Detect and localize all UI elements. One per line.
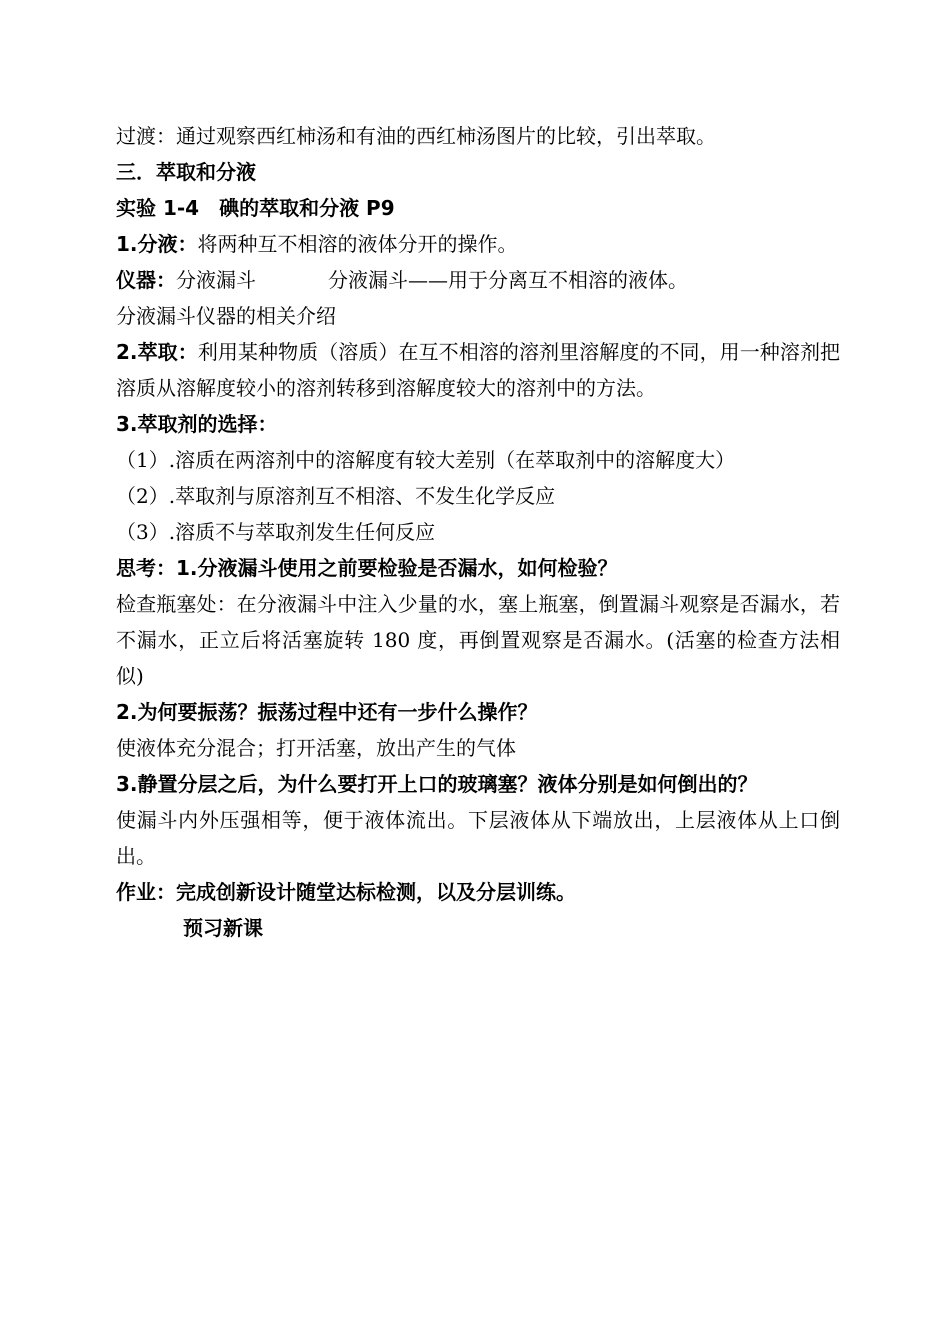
homework-line: 作业：完成创新设计随堂达标检测，以及分层训练。 (116, 880, 576, 904)
instrument-line (116, 262, 840, 298)
document-body (116, 118, 840, 946)
separation-label: 1.分液： (116, 232, 198, 256)
instrument-name: 分液漏斗 (176, 268, 256, 292)
think-question-3: 3.静置分层之后，为什么要打开上口的玻璃塞？液体分别是如何倒出的？ (116, 772, 758, 796)
think-answer-3: 使漏斗内外压强相等，便于液体流出。下层液体从下端放出，上层液体从上口倒出。 (116, 808, 840, 868)
section-title: 三．萃取和分液 (116, 160, 256, 184)
extraction-label: 2.萃取： (116, 340, 198, 364)
think-question-1: 思考：1.分液漏斗使用之前要检验是否漏水，如何检验？ (116, 556, 618, 580)
extraction-definition (116, 334, 840, 406)
extractant-rule: （2）.萃取剂与原溶剂互不相溶、不发生化学反应 (116, 484, 556, 508)
instrument-label: 仪器： (116, 268, 176, 292)
instrument-text: 分液漏斗——用于分离互不相溶的液体。 (328, 268, 688, 292)
extraction-text: 利用某种物质（溶质）在互不相溶的溶剂里溶解度的不同，用一种溶剂把溶质从溶解度较小的溶剂转移到溶解度较大的溶剂中的方法。 (116, 340, 841, 400)
think-answer-2: 使液体充分混合；打开活塞，放出产生的气体 (116, 736, 516, 760)
think-question-2: 2.为何要振荡？振荡过程中还有一步什么操作？ (116, 700, 538, 724)
instrument-intro: 分液漏斗仪器的相关介绍 (116, 304, 336, 328)
homework-preview: 预习新课 (183, 916, 263, 940)
experiment-title: 实验 1-4 碘的萃取和分液 P9 (116, 196, 395, 220)
extractant-heading: 3.萃取剂的选择： (116, 412, 278, 436)
extractant-rule: （1）.溶质在两溶剂中的溶解度有较大差别（在萃取剂中的溶解度大） (116, 448, 736, 472)
think-answer-1: 检查瓶塞处：在分液漏斗中注入少量的水，塞上瓶塞，倒置漏斗观察是否漏水，若不漏水，正立后将活塞旋转 180 度，再倒置观察是否漏水。(活塞的检查方法相似) (116, 592, 840, 688)
transition-text: 过渡：通过观察西红柿汤和有油的西红柿汤图片的比较，引出萃取。 (116, 124, 716, 148)
separation-definition (116, 226, 840, 262)
separation-text: 将两种互不相溶的液体分开的操作。 (197, 232, 518, 256)
extractant-rule: （3）.溶质不与萃取剂发生任何反应 (116, 520, 436, 544)
